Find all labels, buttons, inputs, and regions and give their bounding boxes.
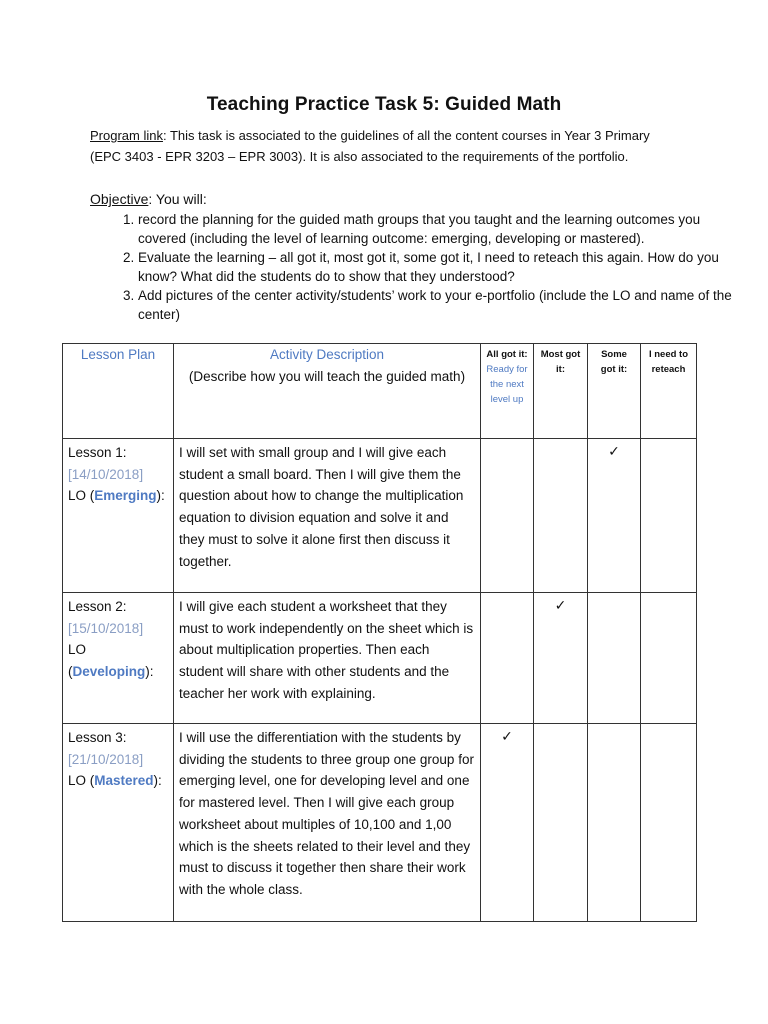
program-link-paragraph	[90, 125, 690, 167]
rating-all-sub: Ready for the next level up	[486, 364, 528, 405]
lesson-lo: (Developing):	[68, 664, 154, 680]
check-icon: ✓	[501, 728, 513, 744]
lesson-lo-prefix: LO	[68, 642, 87, 658]
lesson-name: Lesson 1:	[68, 445, 127, 460]
lesson-name: Lesson 3:	[68, 730, 127, 745]
lo-suffix: ):	[153, 773, 162, 789]
activity-header-sub: (Describe how you will teach the guided math)	[188, 369, 466, 384]
lo-level: Emerging	[94, 488, 157, 504]
rating-all-cell	[481, 724, 534, 922]
lesson-description: I will set with small group and I will give each student a small board. Then I will give them the question about how to change the multiplication equation to division equation and solve it and they must to solve it alone first then discuss it together.	[174, 439, 481, 593]
table-row	[63, 593, 697, 724]
table-row	[63, 439, 697, 593]
activity-header	[174, 344, 481, 439]
lesson-lo	[68, 770, 168, 792]
lesson-plan-header-label: Lesson Plan	[80, 347, 156, 362]
lesson-name: Lesson 2:	[68, 599, 127, 614]
rating-all-cell	[481, 593, 534, 724]
rating-some-cell	[588, 724, 641, 922]
objective-heading	[90, 189, 690, 210]
table-header-row	[63, 344, 697, 439]
lo-suffix: ):	[156, 488, 165, 504]
lesson-cell	[63, 724, 174, 922]
objective-item: 1. record the planning for the guided math groups that you taught and the learning outcomes you covered (including the level of learning outcome: emerging, developing or mastered).	[138, 210, 738, 248]
lo-level: Mastered	[94, 773, 154, 789]
check-icon: ✓	[608, 443, 620, 459]
rating-some-cell	[588, 439, 641, 593]
rating-most-cell	[534, 724, 588, 922]
program-link-line2: (EPC 3403 - EPR 3203 – EPR 3003). It is also associated to the requirements of the portfolio.	[90, 149, 629, 164]
rating-most-header	[534, 344, 588, 439]
table-row	[63, 724, 697, 922]
objective-intro: : You will:	[148, 191, 207, 207]
lesson-lo	[68, 485, 168, 507]
lesson-description: I will give each student a worksheet that they must to work independently on the sheet which is about multiplication properties. Then each student will share with other students and the teacher her work with explaining.	[174, 593, 481, 724]
lesson-cell	[63, 593, 174, 724]
rating-some-cell	[588, 593, 641, 724]
program-link-line1: : This task is associated to the guidelines of all the content courses in Year 3 Primary	[162, 128, 650, 143]
lo-suffix: ):	[145, 664, 154, 680]
rating-reteach-cell	[641, 724, 697, 922]
rating-some-label: Some got it:	[600, 349, 628, 375]
check-icon: ✓	[554, 597, 567, 613]
lo-prefix: LO (	[68, 773, 95, 789]
page-title: Teaching Practice Task 5: Guided Math	[206, 94, 562, 115]
rating-reteach-label: I need to reteach	[648, 349, 689, 375]
lesson-plan-header	[63, 344, 174, 439]
rating-reteach-cell	[641, 439, 697, 593]
rating-reteach-header	[641, 344, 697, 439]
rating-some-header	[588, 344, 641, 439]
rating-all-cell	[481, 439, 534, 593]
objective-label: Objective	[90, 191, 149, 207]
lo-prefix: LO (	[68, 488, 95, 504]
lesson-date: [15/10/2018]	[68, 620, 144, 636]
lesson-date: [14/10/2018]	[68, 466, 144, 482]
rating-most-cell	[534, 439, 588, 593]
lo-level: Developing	[72, 664, 146, 680]
rating-reteach-cell	[641, 593, 697, 724]
lesson-description: I will use the differentiation with the students by dividing the students to three group one group for emerging level, one for developing level and one for mastered level. Then I will give each group worksheet about multiples of 10,100 and 1,00 which is the sheets related to their level and they must to discuss it together then share their work with the whole class.	[174, 724, 481, 922]
rating-most-label: Most got it:	[540, 349, 581, 375]
program-link-label: Program link	[90, 128, 163, 143]
rating-most-cell	[534, 593, 588, 724]
objective-list	[90, 210, 738, 324]
lesson-plan-table	[62, 343, 697, 922]
rating-all-header	[481, 344, 534, 439]
rating-all-label: All got it:	[486, 349, 528, 360]
objective-item: 3. Add pictures of the center activity/students’ work to your e-portfolio (include the LO and name of the center)	[138, 286, 738, 324]
activity-header-label: Activity Description	[269, 347, 385, 362]
objective-item: 2. Evaluate the learning – all got it, most got it, some got it, I need to reteach this again. How do you know? What did the students do to show that they understood?	[138, 248, 738, 286]
lesson-date: [21/10/2018]	[68, 751, 144, 767]
lesson-cell	[63, 439, 174, 593]
